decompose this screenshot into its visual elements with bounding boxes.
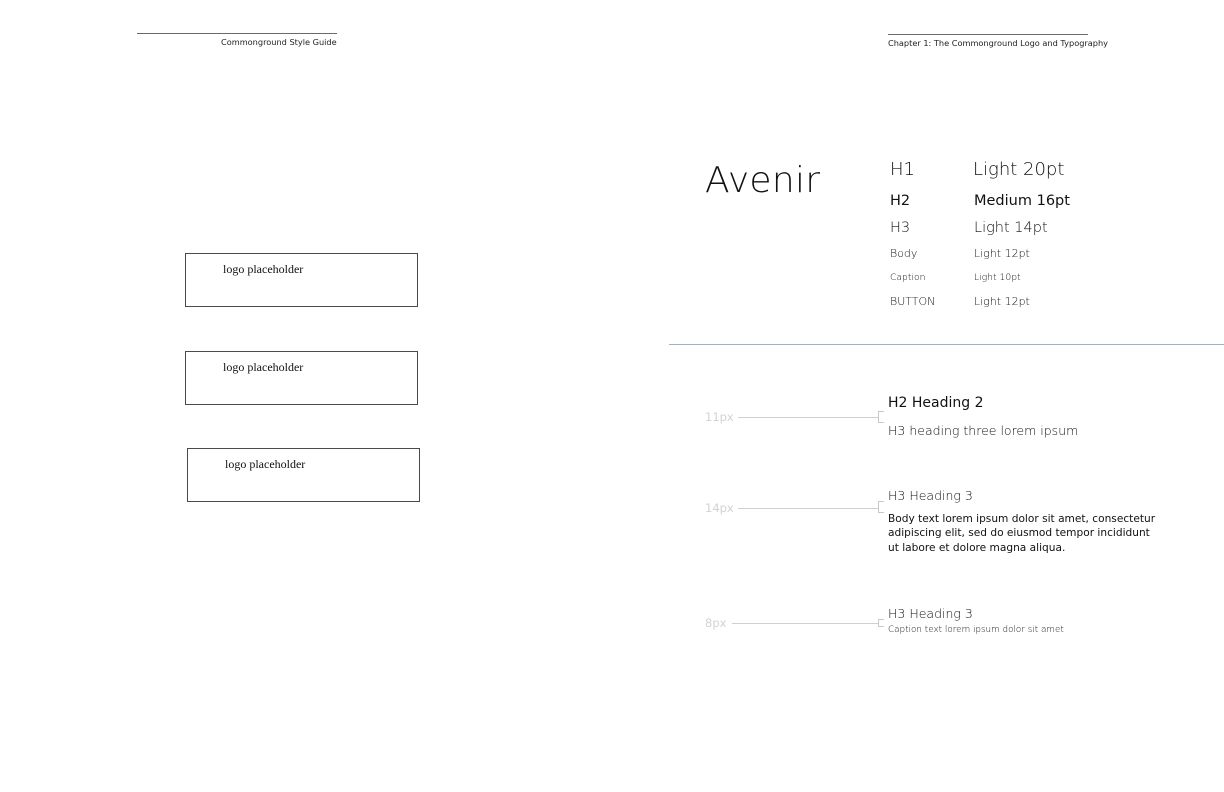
example-heading-2: H3 Heading 3 xyxy=(888,488,973,503)
type-scale-value-h3: Light 14pt xyxy=(974,220,1048,236)
section-divider xyxy=(669,344,1224,345)
type-scale-label-button: BUTTON xyxy=(890,295,936,308)
type-scale-label-body: Body xyxy=(890,247,918,260)
example-heading-1: H2 Heading 2 xyxy=(888,395,984,411)
spacing-leader-line-1 xyxy=(738,417,878,418)
example-heading-3: H3 Heading 3 xyxy=(888,606,973,621)
type-scale-value-caption: Light 10pt xyxy=(974,272,1021,283)
example-text-1: H3 heading three lorem ipsum xyxy=(888,423,1079,438)
example-text-2: Body text lorem ipsum dolor sit amet, consectetur adipiscing elit, sed do eiusmod tempor incididunt ut labore et dolore magna aliqua. xyxy=(888,513,1156,554)
left-page-header: Commonground Style Guide xyxy=(221,37,337,47)
spacing-leader-line-3 xyxy=(732,623,878,624)
example-text-3: Caption text lorem ipsum dolor sit amet xyxy=(888,625,1064,635)
logo-placeholder-label: logo placeholder xyxy=(223,262,304,276)
type-scale-value-body: Light 12pt xyxy=(974,247,1030,260)
logo-placeholder-3 xyxy=(187,448,420,502)
spacing-label-2: 14px xyxy=(705,501,734,515)
spacing-bracket-2 xyxy=(878,501,884,513)
spacing-label-1: 11px xyxy=(705,410,734,424)
type-scale-label-h3: H3 xyxy=(890,220,911,236)
right-header-rule xyxy=(888,34,1088,35)
logo-placeholder-2 xyxy=(185,351,418,405)
type-scale-label-h2: H2 xyxy=(890,193,911,209)
left-header-rule xyxy=(137,33,337,34)
spacing-leader-line-2 xyxy=(738,508,878,509)
type-scale-value-h1: Light 20pt xyxy=(973,159,1065,180)
type-scale-value-button: Light 12pt xyxy=(974,295,1030,308)
spacing-bracket-3 xyxy=(878,619,884,627)
right-page-header: Chapter 1: The Commonground Logo and Typography xyxy=(888,38,1109,48)
type-scale-label-h1: H1 xyxy=(890,159,915,180)
font-family-name: Avenir xyxy=(705,160,821,201)
logo-placeholder-1 xyxy=(185,253,418,307)
spacing-bracket-1 xyxy=(878,411,884,423)
type-scale-value-h2: Medium 16pt xyxy=(974,193,1070,209)
type-scale-label-caption: Caption xyxy=(890,272,926,283)
logo-placeholder-label: logo placeholder xyxy=(225,457,306,471)
spacing-label-3: 8px xyxy=(705,616,727,630)
logo-placeholder-label: logo placeholder xyxy=(223,360,304,374)
